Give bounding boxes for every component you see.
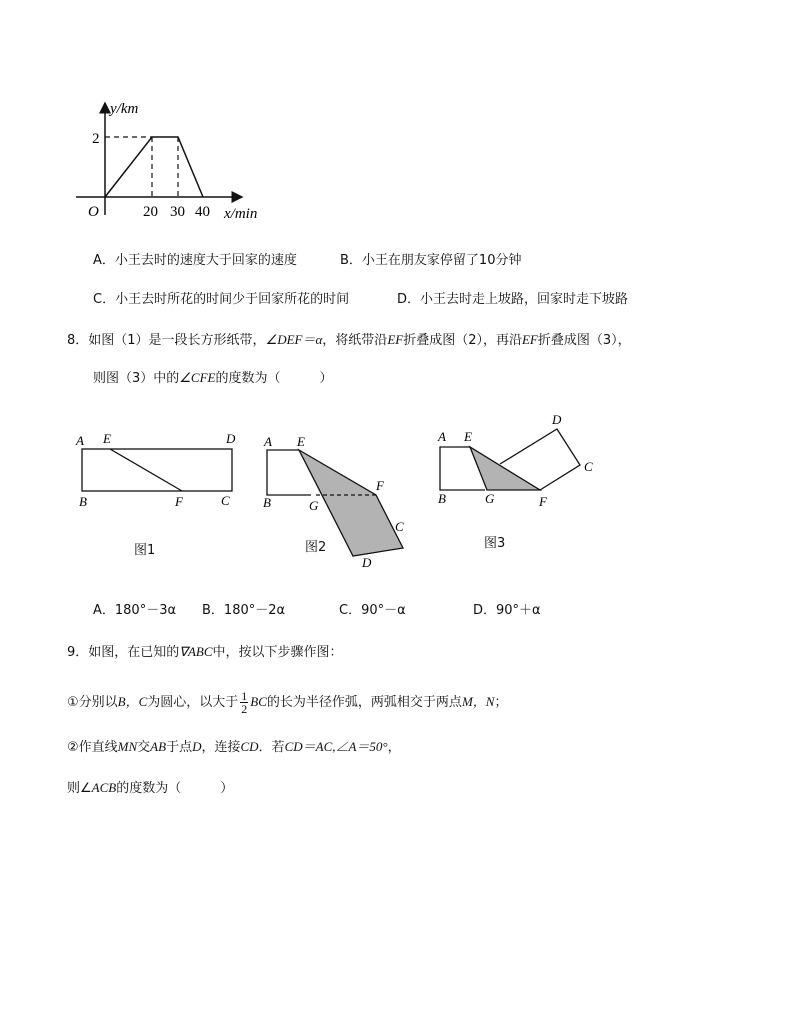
label-e: E [297, 434, 305, 449]
condition-cd-ac-angle-a: CD＝AC,∠A＝50° [284, 739, 388, 754]
q9-step2-part4: ，连接 [201, 740, 241, 755]
q8-stem-part5: 则图（3）中的 [93, 371, 180, 386]
point-d: D [192, 739, 202, 754]
q9-question [67, 779, 233, 798]
label-d: D [362, 555, 372, 570]
figure-3-folded-twice [430, 410, 605, 520]
label-d: D [552, 412, 562, 427]
label-a: A [264, 434, 272, 449]
q9-step2-part1: ②作直线 [67, 740, 118, 755]
label-f: F [175, 494, 183, 509]
q7-option-d: D．小王去时走上坡路，回家时走下坡路 [397, 292, 629, 307]
q8-option-b: B．180°－2α [202, 603, 286, 618]
points-b-c: B，C [117, 694, 148, 709]
q8-stem-part2: ，将纸带沿 [322, 333, 388, 348]
y-axis-label: y/km [110, 101, 139, 117]
q9-step2-part5: ．若 [258, 740, 285, 755]
segment-ab: AB [150, 739, 167, 754]
q9-question-part1: 则∠ [67, 781, 92, 796]
fraction-numerator: 1 [241, 689, 248, 703]
distance-line [105, 137, 203, 197]
figure-1-rectangle-strip [70, 425, 245, 520]
figure-3-caption: 图3 [484, 536, 506, 551]
points-m-n: M，N [461, 694, 495, 709]
triangle-abc: ∇ABC [179, 644, 213, 659]
segment-bc: BC [250, 694, 267, 709]
q9-stem-line1 [67, 643, 343, 662]
label-c: C [395, 519, 404, 534]
segment-ef-1: EF [387, 332, 404, 347]
label-d: D [226, 431, 236, 446]
q9-stem-part2: 中，按以下步骤作图： [212, 645, 343, 660]
q8-stem-part1: 8．如图（1）是一段长方形纸带， [67, 333, 266, 348]
label-f: F [376, 478, 384, 493]
label-g: G [485, 491, 495, 506]
q9-step2-part3: 于点 [166, 740, 193, 755]
angle-acb: ACB [91, 780, 117, 795]
q7-option-b: B．小王在朋友家停留了10分钟 [340, 253, 522, 268]
q9-step2-part2: 交 [137, 740, 151, 755]
fraction-one-half [240, 690, 248, 715]
x-tick-40: 40 [195, 204, 210, 220]
segment-cd: CD [240, 739, 259, 754]
q9-step1-part3: 的长为半径作弧，两弧相交于两点 [266, 695, 462, 710]
q8-stem-line2 [93, 369, 333, 388]
q7-option-a: A．小王去时的速度大于回家的速度 [93, 253, 297, 268]
label-g: G [309, 498, 319, 513]
distance-time-graph [70, 95, 280, 230]
q9-question-part2: 的度数为（ ） [116, 781, 234, 796]
q7-option-c: C．小王去时所花的时间少于回家所花的时间 [93, 292, 350, 307]
label-e: E [464, 429, 472, 444]
q8-stem-part4: 折叠成图（3）， [537, 333, 631, 348]
figure-2-caption: 图2 [305, 540, 327, 555]
label-b: B [79, 494, 87, 509]
q8-option-a: A．180°－3α [93, 603, 177, 618]
q9-step2-part6: ， [387, 740, 401, 755]
q9-step2 [67, 738, 401, 757]
q8-stem-line1 [67, 331, 631, 350]
x-axis-label: x/min [224, 206, 258, 222]
line-mn: MN [117, 739, 138, 754]
label-a: A [438, 429, 446, 444]
angle-def-alpha: ∠DEF＝α [265, 332, 323, 347]
q8-option-c: C．90°－α [339, 603, 406, 618]
q9-stem-part1: 9．如图，在已知的 [67, 645, 180, 660]
q9-step1-part2: 为圆心，以大于 [147, 695, 239, 710]
label-b: B [438, 491, 446, 506]
q8-option-d: D．90°＋α [473, 603, 541, 618]
figure-1-caption: 图1 [134, 543, 156, 558]
angle-cfe: ∠CFE [179, 370, 216, 385]
origin-label: O [88, 204, 99, 220]
label-e: E [103, 431, 111, 446]
folded-shaded-region [470, 447, 540, 490]
q9-step1-part4: ； [494, 695, 508, 710]
label-f: F [539, 494, 547, 509]
label-a: A [76, 433, 84, 448]
label-b: B [263, 495, 271, 510]
q9-step1-part1: ①分别以 [67, 695, 118, 710]
label-c: C [584, 459, 593, 474]
q8-stem-part3: 折叠成图（2），再沿 [403, 333, 522, 348]
fraction-denominator: 2 [241, 702, 248, 716]
q9-step1 [67, 688, 507, 717]
segment-ef-2: EF [521, 332, 538, 347]
y-tick-2: 2 [92, 131, 100, 147]
x-tick-30: 30 [170, 204, 185, 220]
figure-2-folded-strip [255, 425, 425, 575]
strip-rect [82, 449, 232, 491]
label-c: C [221, 493, 230, 508]
q8-stem-part6: 的度数为（ ） [215, 371, 333, 386]
x-tick-20: 20 [143, 204, 158, 220]
fold-line-ef [110, 449, 182, 491]
